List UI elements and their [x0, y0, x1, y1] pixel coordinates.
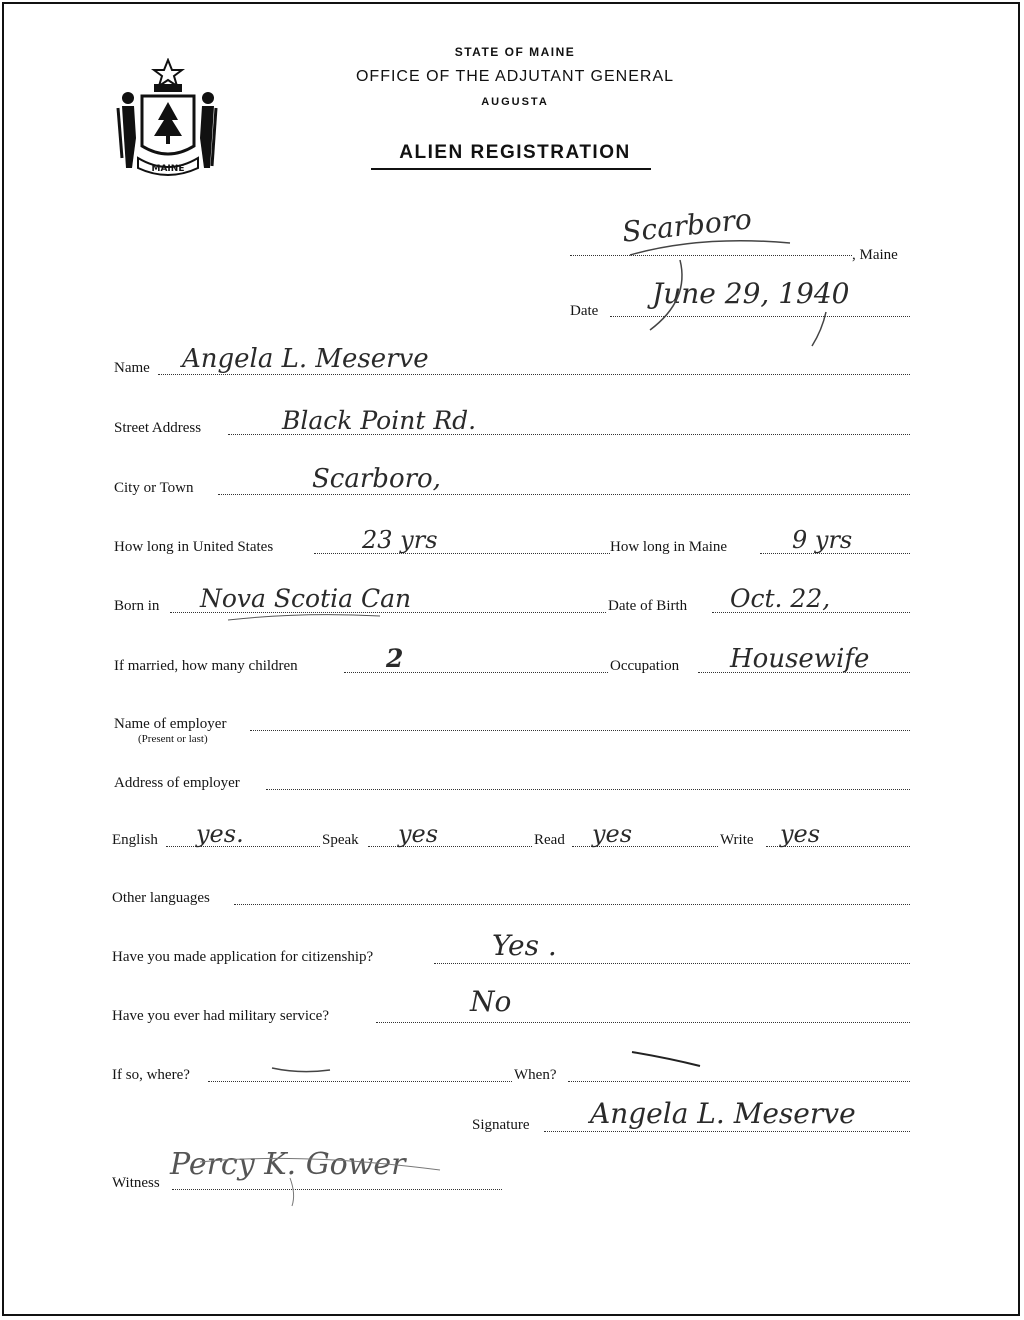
header-state: STATE OF MAINE — [454, 45, 576, 59]
header-office: OFFICE OF THE ADJUTANT GENERAL — [355, 68, 675, 85]
english-label: English — [112, 832, 158, 848]
military-entry: No — [470, 985, 512, 1018]
header-city: AUGUSTA — [481, 96, 549, 108]
speak-label: Speak — [322, 832, 359, 848]
date-label: Date — [570, 303, 599, 319]
how-long-maine-entry: 9 yrs — [792, 526, 853, 554]
signature-entry: Angela L. Meserve — [590, 1097, 856, 1130]
name-entry: Angela L. Meserve — [182, 344, 429, 374]
write-label: Write — [720, 832, 754, 848]
city-entry: Scarboro, — [312, 464, 441, 494]
if-so-where-label: If so, where? — [112, 1067, 190, 1083]
employer-name-label: Name of employer — [114, 716, 227, 732]
when-label: When? — [514, 1067, 557, 1083]
military-label: Have you ever had military service? — [112, 1008, 329, 1024]
city-label: City or Town — [114, 480, 194, 496]
employer-address-label: Address of employer — [114, 775, 240, 791]
date-of-birth-label: Date of Birth — [608, 598, 688, 614]
other-languages-label: Other languages — [112, 890, 210, 906]
occupation-label: Occupation — [610, 658, 680, 674]
how-long-us-entry: 23 yrs — [362, 526, 438, 554]
signature-label: Signature — [472, 1117, 530, 1133]
children-entry: 2 — [386, 644, 404, 673]
read-label: Read — [534, 832, 565, 848]
write-entry: yes — [780, 820, 821, 848]
speak-entry: yes — [398, 820, 439, 848]
name-label: Name — [114, 360, 150, 376]
witness-entry: Percy K. Gower — [170, 1147, 406, 1182]
children-label: If married, how many children — [114, 658, 298, 674]
maine-label: , Maine — [852, 247, 898, 263]
citizenship-label: Have you made application for citizenship? — [112, 949, 374, 965]
date-entry: June 29, 1940 — [652, 277, 850, 310]
town-entry: Scarboro — [620, 202, 754, 249]
english-entry: yes. — [196, 820, 244, 848]
street-label: Street Address — [114, 420, 202, 436]
employer-name-sublabel: (Present or last) — [138, 733, 208, 745]
occupation-entry: Housewife — [730, 644, 870, 674]
date-of-birth-entry: Oct. 22, — [730, 584, 831, 613]
born-in-entry: Nova Scotia Can — [200, 584, 412, 613]
street-entry: Black Point Rd. — [282, 406, 477, 435]
born-in-label: Born in — [114, 598, 160, 614]
form-title: ALIEN REGISTRATION — [399, 142, 631, 163]
how-long-maine-label: How long in Maine — [610, 539, 728, 555]
witness-label: Witness — [112, 1175, 160, 1191]
read-entry: yes — [592, 820, 633, 848]
citizenship-entry: Yes . — [492, 929, 557, 962]
how-long-us-label: How long in United States — [114, 539, 274, 555]
seal-label: MAINE — [151, 164, 185, 174]
